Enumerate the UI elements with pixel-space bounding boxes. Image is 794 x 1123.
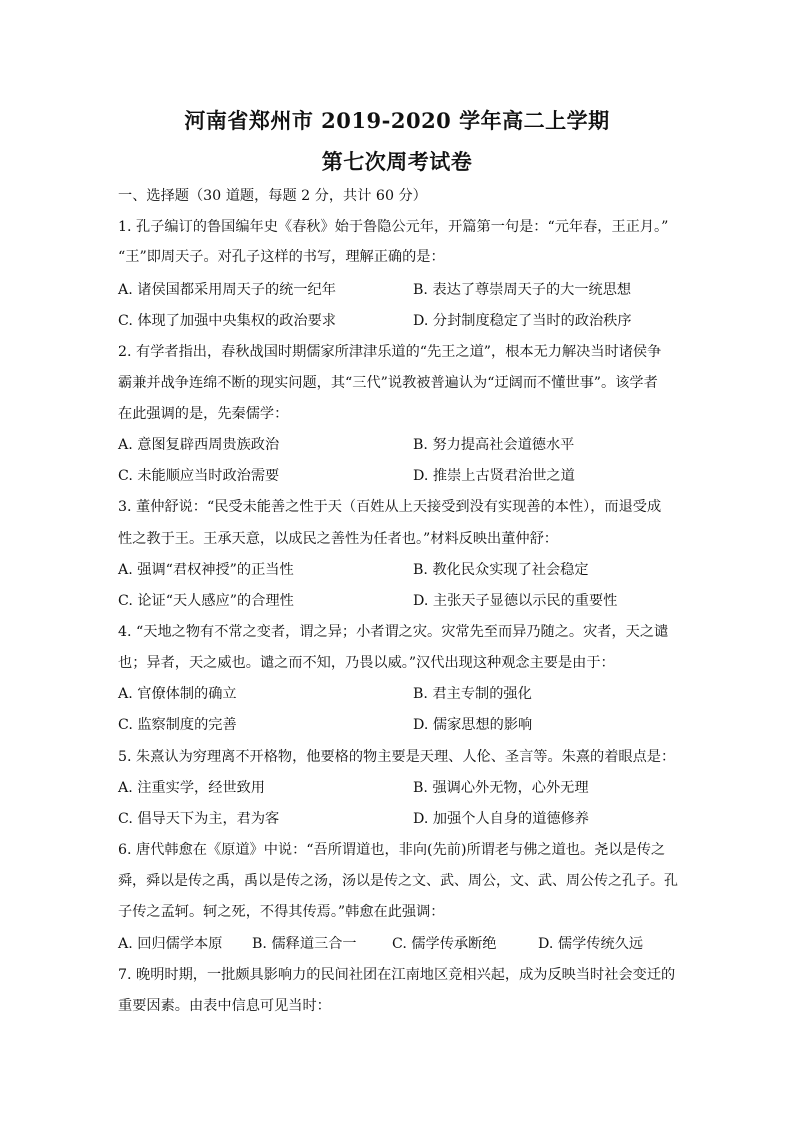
question-4-option-c: C. 监察制度的完善: [118, 717, 237, 733]
question-2-option-d: D. 推崇上古贤君治世之道: [413, 468, 575, 484]
question-6-option-a: A. 回归儒学本原: [118, 936, 223, 952]
question-1-option-c: C. 体现了加强中央集权的政治要求: [118, 313, 336, 329]
question-5-option-b: B. 强调心外无物，心外无理: [413, 780, 589, 796]
question-4-line-1: 4. “天地之物有不常之变者，谓之异；小者谓之灾。灾常先至而异乃随之。灾者，天之谴: [118, 624, 669, 640]
question-2-line-1: 2. 有学者指出，春秋战国时期儒家所津津乐道的“先王之道”，根本无力解决当时诸侯争: [118, 344, 662, 360]
question-7-line-2: 重要因素。由表中信息可见当时：: [118, 998, 331, 1014]
question-2-option-a: A. 意图复辟西周贵族政治: [118, 437, 280, 453]
question-2-option-c: C. 未能顺应当时政治需要: [118, 468, 280, 484]
question-5-option-c: C. 倡导天下为主，君为客: [118, 811, 280, 827]
exam-title: 河南省郑州市 2019-2020 学年高二上学期: [184, 108, 610, 133]
question-6-option-d: D. 儒学传统久远: [538, 936, 644, 952]
question-3-line-2: 性之教于王。王承天意，以成民之善性为任者也。”材料反映出董仲舒：: [118, 531, 558, 547]
question-7-line-1: 7. 晚明时期，一批颇具影响力的民间社团在江南地区竞相兴起，成为反映当时社会变迁的: [118, 967, 676, 983]
question-2-line-3: 在此强调的是，先秦儒学：: [118, 406, 289, 422]
question-3-line-1: 3. 董仲舒说：“民受未能善之性于天（百姓从上天接受到没有实现善的本性），而退受成: [118, 499, 662, 515]
question-1-option-b: B. 表达了尊崇周天子的大一统思想: [413, 282, 632, 298]
question-1-option-a: A. 诸侯国都采用周天子的统一纪年: [118, 282, 336, 298]
question-3-option-b: B. 教化民众实现了社会稳定: [413, 562, 589, 578]
section-heading: 一、选择题（30 道题，每题 2 分，共计 60 分）: [118, 188, 427, 204]
question-5-line-1: 5. 朱熹认为穷理离不开格物，他要格的物主要是天理、人伦、圣言等。朱熹的着眼点是：: [118, 749, 676, 765]
question-1-option-d: D. 分封制度稳定了当时的政治秩序: [413, 313, 632, 329]
question-3-option-c: C. 论证“天人感应”的合理性: [118, 593, 294, 609]
question-5-option-a: A. 注重实学，经世致用: [118, 780, 265, 796]
question-6-line-1: 6. 唐代韩愈在《原道》中说：“吾所谓道也，非向(先前)所谓老与佛之道也。尧以是传之: [118, 842, 666, 858]
question-5-option-d: D. 加强个人自身的道德修养: [413, 811, 589, 827]
question-6-option-b: B. 儒释道三合一: [252, 936, 357, 952]
question-4-option-d: D. 儒家思想的影响: [413, 717, 533, 733]
question-1-line-1: 1. 孔子编订的鲁国编年史《春秋》始于鲁隐公元年，开篇第一句是：“元年春，王正月。”: [118, 219, 669, 235]
question-6-line-2: 舜，舜以是传之禹，禹以是传之汤，汤以是传之文、武、周公，文、武、周公传之孔子。孔: [118, 873, 678, 889]
question-2-option-b: B. 努力提高社会道德水平: [413, 437, 575, 453]
exam-subtitle: 第七次周考试卷: [321, 149, 473, 174]
question-4-option-a: A. 官僚体制的确立: [118, 686, 237, 702]
question-1-line-2: “王”即周天子。对孔子这样的书写，理解正确的是：: [118, 249, 445, 265]
question-2-line-2: 霸兼并战争连绵不断的现实问题，其“三代”说教被普遍认为“迂阔而不懂世事”。该学者: [118, 375, 658, 391]
question-4-line-2: 也；异者，天之威也。谴之而不知，乃畏以威。”汉代出现这种观念主要是由于：: [118, 655, 615, 671]
question-3-option-d: D. 主张天子显德以示民的重要性: [413, 593, 618, 609]
question-6-line-3: 子传之孟轲。轲之死，不得其传焉。”韩愈在此强调：: [118, 904, 445, 920]
question-4-option-b: B. 君主专制的强化: [413, 686, 532, 702]
question-3-option-a: A. 强调“君权神授”的正当性: [118, 562, 294, 578]
question-6-option-c: C. 儒学传承断绝: [392, 936, 497, 952]
